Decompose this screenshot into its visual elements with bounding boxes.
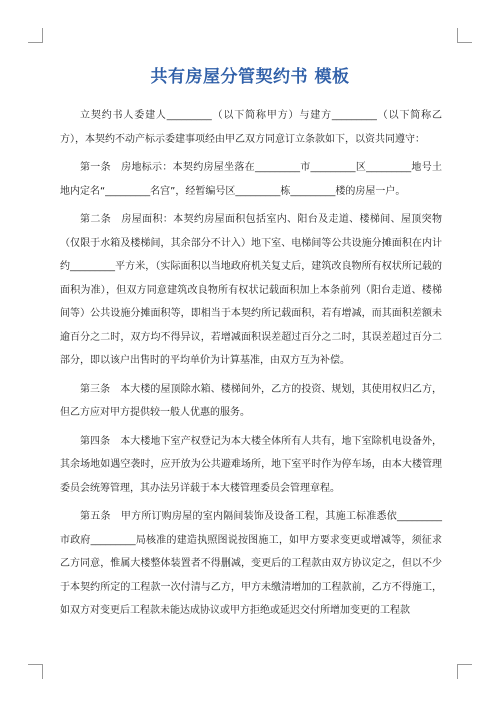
crop-mark-bottom-right <box>457 664 472 679</box>
paragraph-article-4: 第四条 本大楼地下室产权登记为本大楼全体所有人共有，地下室除机电设备外，其余场地如遇空袭时，应开放为公共避难场所，地下室平时作为停车场，由本大楼管理委员会统筹管理，其办法另详载于本大楼管理委员会管理章程。 <box>60 435 442 494</box>
paragraph-intro: 立契约书人委建人_________（以下简称甲方）与建方_________（以下简称乙方），本契约不动产标示委建事项经由甲乙双方同意订立条款如下，以资共同遵守： <box>60 110 442 145</box>
paragraph-article-1: 第一条 房地标示：本契约房屋坐落在_________市_________区_________地号土地内定名“_________名宫”，经暂编号区_________栋_________楼的房屋一户。 <box>60 162 442 197</box>
crop-mark-bottom-left <box>28 664 43 679</box>
paragraph-article-3: 第三条 本大楼的屋顶除水箱、楼梯间外，乙方的投资、规划，其使用权归乙方，但乙方应对甲方提供较一般人优惠的服务。 <box>60 383 442 418</box>
document-title: 共有房屋分管契约书 模板 <box>150 67 350 87</box>
crop-mark-top-right <box>457 28 472 43</box>
paragraph-article-5: 第五条 甲方所订购房屋的室内隔间装饰及设备工程，其施工标准悉依_________市政府_________局核准的建造执照图说按图施工，如甲方要求变更或增减等，须征求乙方同意，惟属大楼整体装置者不得删减，变更后的工程款由双方协议定之，但以不少于本契约所定的工程款一次付清与乙方，甲方未缴清增加的工程款前，乙方不得施工，如双方对变更后工程款未能达成协议或甲方拒绝或延迟交付所增加变更的工程款 <box>60 511 442 616</box>
crop-mark-top-left <box>28 28 43 43</box>
document-body <box>60 104 442 623</box>
paragraph-article-2: 第二条 房屋面积：本契约房屋面积包括室内、阳台及走道、楼梯间、屋顶突物（仅限于水箱及楼梯间，其余部分不计入）地下室、电梯间等公共设施分摊面积在内计约_________平方米，（实际面积以当地政府机关复丈后，建筑改良物所有权状所记载的面积为准），但双方同意建筑改良物所有权状记载面积加上本条前列（阳台走道、楼梯间等）公共设施分摊面积等，即相当于本契约所记载面积，若有增减，而其面积差额未逾百分之二时，双方均不得异议，若增减面积误差超过百分之二时，其误差超过百分二部分，即以该户出售时的平均单价为计算基准，由双方互为补偿。 <box>60 214 442 366</box>
